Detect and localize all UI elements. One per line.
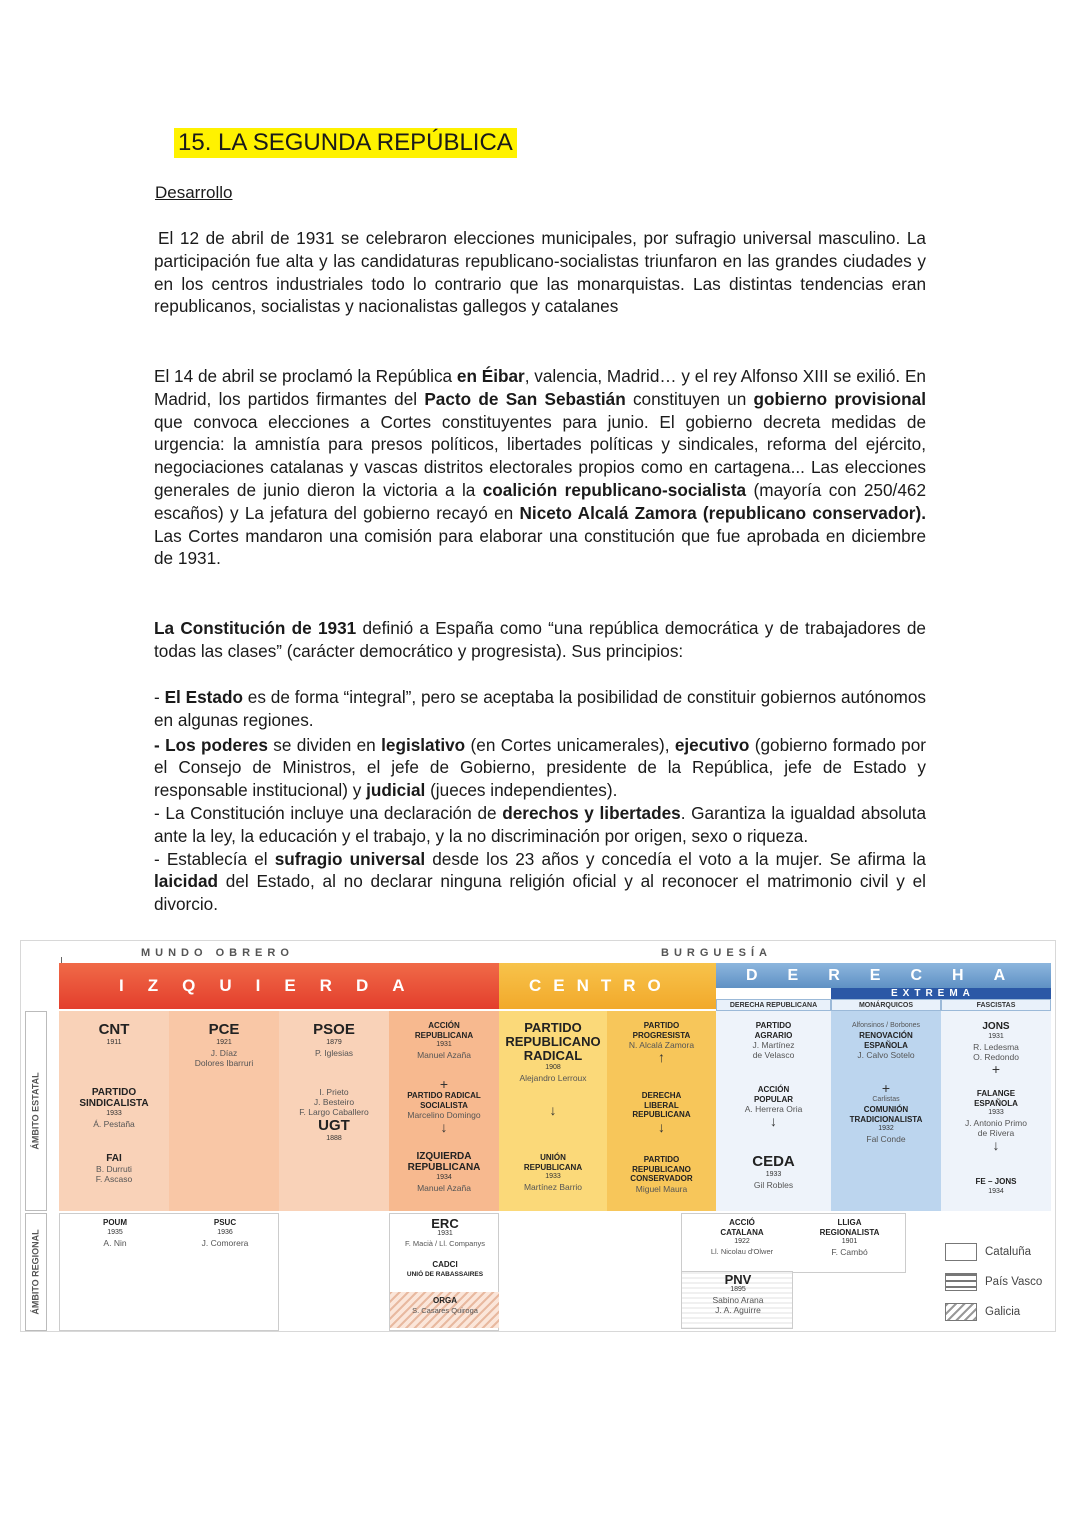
col-psoe xyxy=(279,1011,389,1211)
ps-name1: PARTIDO xyxy=(91,1087,137,1098)
izquierda-band: IZQUIERDA xyxy=(59,963,499,1009)
fe-lead2: de Rivera xyxy=(977,1128,1015,1138)
pa-lead2: de Velasco xyxy=(752,1050,795,1060)
prrs-name1: PARTIDO RADICAL xyxy=(407,1091,481,1100)
prc-lead: Miguel Maura xyxy=(635,1183,688,1194)
dlr-name1: DERECHA xyxy=(641,1091,682,1100)
arrow-down-icon: ↓ xyxy=(992,1137,1000,1153)
jons-year: 1931 xyxy=(988,1033,1004,1040)
pa-name1: PARTIDO xyxy=(755,1021,792,1030)
ir-year: 1934 xyxy=(436,1174,452,1181)
cnt-name: CNT xyxy=(98,1021,130,1038)
psoe-name: PSOE xyxy=(313,1021,355,1038)
psoe-year: 1879 xyxy=(326,1039,342,1046)
psuc-year: 1936 xyxy=(217,1228,233,1236)
ambito-regional-label: ÁMBITO REGIONAL xyxy=(25,1213,47,1331)
paragraph-proclamation: El 14 de abril se proclamó la República en Éibar, valencia, Madrid… y el rey Alfonso XIII se exilió. En Madrid, los partidos firmantes del Pacto de San Sebastián constituyen un gobierno provisional que convoca elecciones a Cortes constituyentes para junio. El gobierno decreta medidas de urgencia: la amnistía para presos políticos, libertades políticas y sindicales, reforma del ejército, negociaciones catalanas y vascas distritos electorales propios como en cartagena... Las elecciones generales de junio dieron la victoria a la coalición republicano-socialista (mayoría con 250/462 escaños) y La jefatura del gobierno recayó en Niceto Alcalá Zamora (republicano conservador). Las Cortes mandaron una comisión para elaborar una constitución que fue aprobada en diciembre de 1931. xyxy=(154,366,927,569)
jons-lead2: O. Redondo xyxy=(973,1052,1019,1062)
mundo-obrero-label: MUNDO OBRERO xyxy=(141,947,294,959)
col-partido-agrario xyxy=(716,1011,831,1211)
legend-pais-vasco: País Vasco xyxy=(945,1267,1055,1297)
arrow-down-icon: ↓ xyxy=(770,1113,777,1129)
monarquicos-top: Alfonsinos / Borbones xyxy=(851,1022,921,1029)
prr-name3: RADICAL xyxy=(523,1048,583,1063)
dlr-name3: REPUBLICANA xyxy=(632,1110,691,1119)
psoe-lead3: J. Besteiro xyxy=(313,1097,355,1107)
fai-lead1: B. Durruti xyxy=(96,1164,132,1174)
carlistas-label: Carlistas xyxy=(872,1096,900,1103)
ac-name2: CATALANA xyxy=(720,1227,764,1237)
reg-catalan-right xyxy=(681,1213,906,1273)
ur-name1: UNIÓN xyxy=(540,1153,566,1162)
swatch-pais-vasco xyxy=(945,1273,977,1291)
prrs-lead: Marcelino Domingo xyxy=(407,1110,481,1120)
section-subheading: Desarrollo xyxy=(155,183,233,202)
legend-cataluna: Cataluña xyxy=(945,1237,1055,1267)
derecha-band: DERECHA xyxy=(716,963,1051,988)
prr-name2: REPUBLICANO xyxy=(505,1034,601,1049)
ac-name1: ACCIÓ xyxy=(729,1218,755,1227)
ceda-year: 1933 xyxy=(765,1171,782,1178)
centro-band: CENTRO xyxy=(499,963,716,1009)
col-monarquicos xyxy=(831,1011,941,1211)
pnv-lead2: J. A. Aguirre xyxy=(715,1305,761,1315)
ps-name2: SINDICALISTA xyxy=(79,1098,149,1109)
sub-fascistas: FASCISTAS xyxy=(941,999,1051,1011)
poum-name: POUM xyxy=(103,1218,127,1227)
legend-galicia: Galicia xyxy=(945,1297,1055,1327)
jons-name: JONS xyxy=(982,1021,1010,1032)
reg-pnv xyxy=(681,1271,793,1329)
swatch-galicia xyxy=(945,1303,977,1321)
paragraph-elections: El 12 de abril de 1931 se celebraron elecciones municipales, por sufragio universal masculino. La participación fue alta y las candidaturas republicano-socialistas triunfaron en las grandes ciudades y en los centros industriales todo lo contrario que las monarquistas. Las distintas tendencias eran republicanos, socialistas y nacionalistas gallegos y catalanes xyxy=(154,228,926,317)
prr-name1: PARTIDO xyxy=(524,1020,582,1035)
arrow-down-icon: ↓ xyxy=(440,1119,448,1135)
orga-lead: S. Casares Quiroga xyxy=(412,1305,478,1315)
arrow-down-icon: ↓ xyxy=(549,1102,557,1118)
erc-name: ERC xyxy=(431,1216,459,1231)
fe-lead1: J. Antonio Primo xyxy=(965,1118,1027,1128)
col-fascistas xyxy=(941,1011,1051,1211)
fai-lead2: F. Ascaso xyxy=(95,1174,133,1184)
plus-icon: + xyxy=(991,1061,1001,1077)
pce-name: PCE xyxy=(208,1021,240,1038)
col-pce xyxy=(169,1011,279,1211)
prc-name1: PARTIDO xyxy=(643,1155,680,1164)
ct-year: 1932 xyxy=(878,1125,894,1132)
re-lead: J. Calvo Sotelo xyxy=(857,1050,915,1060)
fe-name2: ESPAÑOLA xyxy=(974,1098,1018,1108)
erc-lead: F. Macià / Ll. Companys xyxy=(404,1239,486,1248)
arrow-down-icon: ↓ xyxy=(658,1118,665,1135)
ceda-name: CEDA xyxy=(752,1153,795,1170)
pce-year: 1921 xyxy=(216,1039,232,1046)
pa-name2: AGRARIO xyxy=(754,1030,793,1040)
ct-name2: TRADICIONALISTA xyxy=(849,1114,923,1124)
sub-monarquicos: MONÁRQUICOS xyxy=(831,999,941,1011)
ap-lead: A. Herrera Oria xyxy=(744,1104,803,1114)
plus-icon: + xyxy=(881,1080,891,1096)
ct-name1: COMUNIÓN xyxy=(863,1105,909,1114)
fe-year: 1933 xyxy=(988,1109,1004,1116)
reg-izquierda xyxy=(59,1213,279,1331)
lliga-year: 1901 xyxy=(841,1238,858,1245)
pce-lead1: J. Díaz xyxy=(210,1048,238,1058)
re-name1: RENOVACIÓN xyxy=(859,1031,913,1040)
ceda-lead: Gil Robles xyxy=(753,1180,794,1190)
paragraph-principles: - El Estado es de forma “integral”, pero se aceptaba la posibilidad de constituir gobiernos autónomos en algunas regiones. - Los poderes se dividen en legislativo (en Cortes unicamerales), ejecutivo (gobierno formado por el Consejo de Ministros, el jefe de Gobierno, presidente de la República, jefe de Estado y responsable institucional) y judicial (jueces independientes). - La Constitución incluye una declaración de derechos y libertades. Garantiza la igualdad absoluta ante la ley, la educación y el trabajo, y la no discriminación por origen, sexo o riqueza. - Establecía el sufragio universal desde los 23 años y concedía el voto a la mujer. Se afirma la laicidad del Estado, al no declarar ninguna religión oficial y al reconocer el matrimonio civil y el divorcio. xyxy=(154,687,927,915)
poum-year: 1935 xyxy=(107,1228,123,1236)
ps-year: 1933 xyxy=(106,1110,122,1117)
prr-year: 1908 xyxy=(545,1064,561,1071)
pnv-lead1: Sabino Arana xyxy=(712,1295,764,1305)
fai-name: FAI xyxy=(106,1153,122,1164)
col-accion-republicana xyxy=(389,1011,499,1211)
prc-name2: REPUBLICANO xyxy=(632,1164,691,1174)
parties-diagram xyxy=(20,940,1056,1332)
ap-name2: POPULAR xyxy=(753,1094,794,1104)
ur-lead: Martínez Barrio xyxy=(523,1182,583,1192)
poum-lead: A. Nin xyxy=(103,1237,127,1248)
prrs-name2: SOCIALISTA xyxy=(420,1100,468,1110)
diagram-legend xyxy=(945,1237,1055,1327)
pp-name1: PARTIDO xyxy=(643,1021,680,1030)
arrow-up-icon: ↑ xyxy=(658,1049,665,1065)
pa-lead1: J. Martínez xyxy=(752,1040,795,1050)
prr-lead: Alejandro Lerroux xyxy=(519,1073,587,1083)
ac-year: 1922 xyxy=(734,1238,750,1245)
erc-year: 1931 xyxy=(437,1230,453,1237)
lliga-lead: F. Cambó xyxy=(831,1247,868,1257)
ugt-name: UGT xyxy=(318,1117,350,1134)
ir-lead: Manuel Azaña xyxy=(417,1183,471,1193)
ir-name2: REPUBLICANA xyxy=(407,1162,481,1173)
paragraph-constitution: La Constitución de 1931 definió a España como “una república democrática y de trabajadores de todas las clases” (carácter democrático y progresista). Sus principios: xyxy=(154,618,926,661)
pnv-name: PNV xyxy=(724,1272,752,1287)
ap-name1: ACCIÓN xyxy=(757,1085,790,1094)
dlr-name2: LIBERAL xyxy=(644,1100,679,1110)
cnt-year: 1911 xyxy=(106,1039,122,1046)
ar-lead: Manuel Azaña xyxy=(417,1050,471,1060)
rabassaires-name: UNIÓ DE RABASSAIRES xyxy=(406,1270,484,1278)
page-title: 15. LA SEGUNDA REPÚBLICA xyxy=(174,128,517,158)
ps-lead: Á. Pestaña xyxy=(93,1119,135,1129)
col-partido-radical xyxy=(499,1011,607,1211)
psuc-name: PSUC xyxy=(213,1218,237,1227)
lliga-name2: REGIONALISTA xyxy=(819,1227,880,1237)
ir-name1: IZQUIERDA xyxy=(416,1151,472,1162)
reg-erc xyxy=(389,1213,499,1331)
ur-year: 1933 xyxy=(545,1173,561,1180)
cadci-name: CADCI xyxy=(432,1260,458,1269)
ambito-estatal-label: ÁMBITO ESTATAL xyxy=(25,1011,47,1211)
ur-name2: REPUBLICANA xyxy=(523,1162,583,1172)
prc-name3: CONSERVADOR xyxy=(630,1174,693,1183)
lliga-name1: LLIGA xyxy=(837,1218,862,1227)
ct-lead: Fal Conde xyxy=(866,1134,906,1144)
pp-name2: PROGRESISTA xyxy=(632,1030,691,1040)
pnv-year: 1895 xyxy=(730,1286,746,1293)
psuc-lead: J. Comorera xyxy=(201,1237,249,1248)
pp-lead: N. Alcalá Zamora xyxy=(628,1040,695,1050)
ugt-year: 1888 xyxy=(326,1135,342,1142)
ac-lead: Ll. Nicolau d'Olwer xyxy=(710,1247,774,1256)
col-cnt xyxy=(59,1011,169,1211)
ar-name1: ACCIÓN xyxy=(428,1021,460,1030)
jons-lead1: R. Ledesma xyxy=(973,1042,1019,1052)
col-partido-progresista xyxy=(607,1011,716,1211)
fejons-year: 1934 xyxy=(988,1187,1004,1195)
sub-derecha-republicana: DERECHA REPUBLICANA xyxy=(716,999,831,1011)
orga-name: ORGA xyxy=(433,1296,457,1305)
psoe-lead1: P. Iglesias xyxy=(314,1048,354,1058)
burguesia-label: BURGUESÍA xyxy=(661,947,773,959)
fe-name1: FALANGE xyxy=(976,1089,1016,1098)
extrema-band: EXTREMA xyxy=(831,988,1051,999)
ar-year: 1931 xyxy=(436,1041,452,1048)
plus-icon: + xyxy=(439,1076,449,1092)
swatch-cataluna xyxy=(945,1243,977,1261)
re-name2: ESPAÑOLA xyxy=(864,1040,908,1050)
psoe-lead2: I. Prieto xyxy=(319,1087,349,1097)
ar-name2: REPUBLICANA xyxy=(414,1030,474,1040)
psoe-lead4: F. Largo Caballero xyxy=(299,1107,369,1117)
pce-lead2: Dolores Ibarruri xyxy=(194,1058,254,1068)
fejons-name: FE – JONS xyxy=(975,1177,1017,1186)
